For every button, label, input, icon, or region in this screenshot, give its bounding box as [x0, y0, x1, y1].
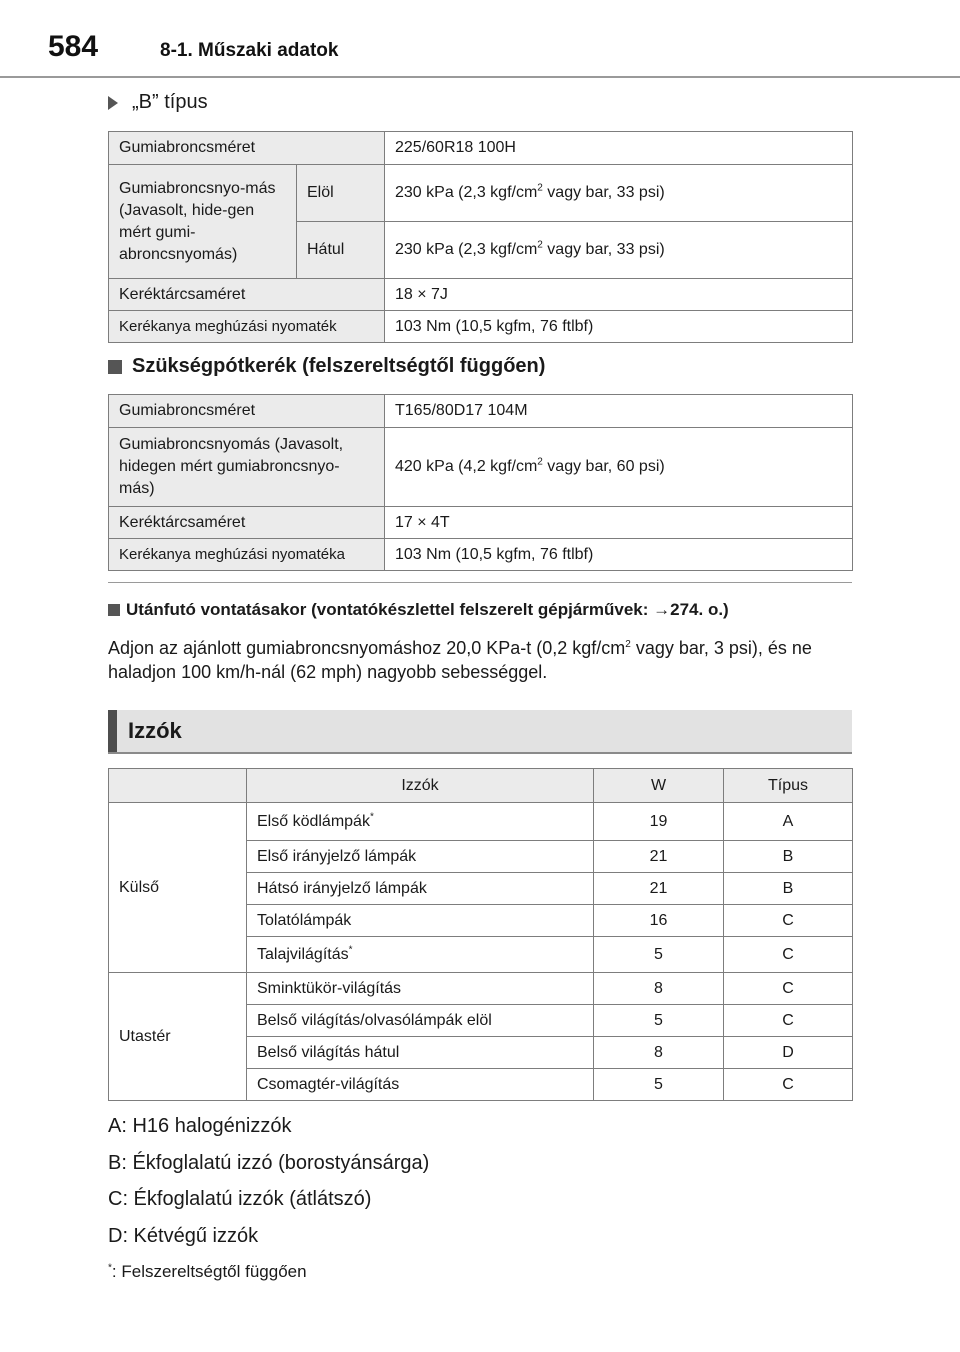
rear-pressure-value: 230 kPa (2,3 kgf/$cm^2$ vagy bar, 33 psi) — [385, 222, 853, 279]
table-row — [109, 279, 853, 311]
bulb-name: Talajvilágítás* — [247, 937, 594, 973]
bulb-watt: 5 — [594, 1005, 724, 1037]
bulb-watt: 19 — [594, 803, 724, 841]
torque-label: Kerékanya meghúzási nyomaték — [109, 311, 385, 343]
wheel-size-value: 18 × 7J — [385, 279, 853, 311]
spare-tire-size-label: Gumiabroncsméret — [109, 395, 385, 428]
legend-d: D: Kétvégű izzók — [108, 1225, 259, 1247]
table-row — [109, 165, 853, 222]
bulb-watt: 21 — [594, 873, 724, 905]
spare-tire-size-value: T165/80D17 104M — [385, 395, 853, 428]
bulb-name: Hátsó irányjelző lámpák — [247, 873, 594, 905]
bulb-type: B — [724, 841, 853, 873]
bulb-name: Első ködlámpák* — [247, 803, 594, 841]
tire-size-label: Gumiabroncsméret — [109, 132, 385, 165]
column-header: Izzók — [247, 769, 594, 803]
spare-wheel-size-value: 17 × 4T — [385, 507, 853, 539]
bulb-name: Sminktükör-világítás — [247, 973, 594, 1005]
bulb-watt: 5 — [594, 937, 724, 973]
bulb-name: Belső világítás/olvasólámpák elöl — [247, 1005, 594, 1037]
spare-wheel-heading-text: Szükségpótkerék (felszereltségtől függően) — [132, 355, 546, 377]
spare-torque-value: 103 Nm (10,5 kgfm, 76 ftlbf) — [385, 539, 853, 571]
towing-heading — [108, 600, 729, 620]
type-b-heading — [108, 91, 208, 114]
square-bullet-icon — [108, 360, 122, 374]
column-header — [109, 769, 247, 803]
square-bullet-icon — [108, 604, 120, 616]
bulb-type: A — [724, 803, 853, 841]
table-row — [109, 311, 853, 343]
towing-paragraph: Adjon az ajánlott gumiabroncsnyomáshoz 20,0 KPa-t (0,2 kgf/$cm^2$ vagy bar, 3 psi), és ne haladjon 100 km/h-nál (62 mph) nagyobb sebességgel. — [108, 638, 812, 682]
chapter-title: 8-1. Műszaki adatok — [160, 40, 339, 61]
table-row — [109, 395, 853, 428]
table-row — [109, 973, 853, 1005]
front-label: Elöl — [297, 165, 385, 222]
spare-wheel-heading — [108, 355, 545, 378]
front-pressure-value: 230 kPa (2,3 kgf/$cm^2$ vagy bar, 33 psi) — [385, 165, 853, 222]
spare-torque-label: Kerékanya meghúzási nyomatéka — [109, 539, 385, 571]
bulb-name: Tolatólámpák — [247, 905, 594, 937]
table-row — [109, 428, 853, 507]
bulbs-section-banner — [108, 710, 852, 754]
table-row — [109, 539, 853, 571]
spare-pressure-label: Gumiabroncsnyomás (Javasolt, hidegen mért gumiabroncsnyo-más) — [109, 428, 385, 507]
tire-size-value: 225/60R18 100H — [385, 132, 853, 165]
spare-wheel-size-label: Keréktárcsaméret — [109, 507, 385, 539]
group-label: Külső — [109, 803, 247, 973]
triangle-bullet-icon — [108, 96, 118, 110]
bulb-watt: 8 — [594, 1037, 724, 1069]
type-b-spec-table — [108, 131, 853, 343]
bulb-type: B — [724, 873, 853, 905]
footnote: *: Felszereltségtől függően — [108, 1262, 307, 1281]
group-label: Utastér — [109, 973, 247, 1101]
banner-accent-bar — [108, 710, 117, 752]
tire-pressure-label: Gumiabroncsnyo-más (Javasolt, hide-gen mért gumi-abroncsnyomás) — [109, 165, 297, 279]
legend-b: B: Ékfoglalatú izzó (borostyánsárga) — [108, 1152, 430, 1174]
table-header-row — [109, 769, 853, 803]
bulb-watt: 16 — [594, 905, 724, 937]
table-row — [109, 803, 853, 841]
bulb-watt: 5 — [594, 1069, 724, 1101]
bulb-name: Első irányjelző lámpák — [247, 841, 594, 873]
bulb-type: C — [724, 973, 853, 1005]
towing-heading-text: Utánfutó vontatásakor (vontatókészlettel felszerelt gépjárművek: →274. o.) — [126, 600, 729, 619]
rear-label: Hátul — [297, 222, 385, 279]
section-divider — [108, 582, 852, 583]
bulbs-table — [108, 768, 853, 1101]
column-header: W — [594, 769, 724, 803]
bulb-name: Csomagtér-világítás — [247, 1069, 594, 1101]
bulb-type: D — [724, 1037, 853, 1069]
legend-a: A: H16 halogénizzók — [108, 1115, 292, 1137]
page-number: 584 — [48, 30, 99, 63]
legend-c: C: Ékfoglalatú izzók (átlátszó) — [108, 1188, 372, 1210]
spare-pressure-value: 420 kPa (4,2 kgf/$cm^2$ vagy bar, 60 psi) — [385, 428, 853, 507]
table-row — [109, 132, 853, 165]
bulb-type: C — [724, 905, 853, 937]
spare-spec-table — [108, 394, 853, 571]
bulb-type: C — [724, 1005, 853, 1037]
bulb-watt: 8 — [594, 973, 724, 1005]
wheel-size-label: Keréktárcsaméret — [109, 279, 385, 311]
bulb-type: C — [724, 937, 853, 973]
type-b-heading-text: „B” típus — [132, 91, 208, 113]
bulb-name: Belső világítás hátul — [247, 1037, 594, 1069]
table-row — [109, 507, 853, 539]
column-header: Típus — [724, 769, 853, 803]
bulb-watt: 21 — [594, 841, 724, 873]
torque-value: 103 Nm (10,5 kgfm, 76 ftlbf) — [385, 311, 853, 343]
page-header — [0, 0, 960, 78]
bulbs-section-title: Izzók — [128, 718, 182, 743]
bulb-type: C — [724, 1069, 853, 1101]
header-divider — [0, 76, 960, 78]
